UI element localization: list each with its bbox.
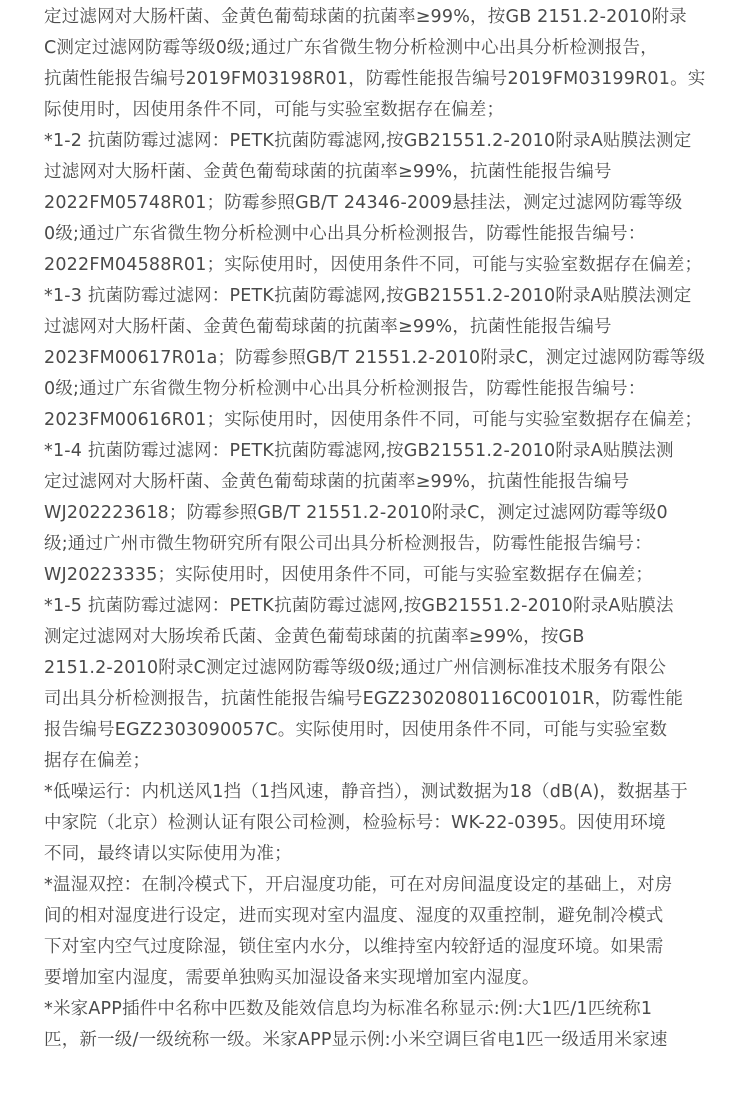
text-line: 2022FM04588R01；实际使用时，因使用条件不同，可能与实验室数据存在偏差； (44, 255, 703, 275)
text-line: 司出具分析检测报告，抗菌性能报告编号EGZ2302080116C00101R，防霉性能 (44, 689, 684, 709)
text-line: *温湿双控：在制冷模式下，开启湿度功能，可在对房间温度设定的基础上，对房 (44, 875, 673, 895)
text-line: 2023FM00616R01；实际使用时，因使用条件不同，可能与实验室数据存在偏差； (44, 410, 703, 430)
text-line: *1-3 抗菌防霉过滤网：PETK抗菌防霉滤网,按GB21551.2-2010附录A贴膜法测定 (44, 286, 692, 306)
text-line: 间的相对湿度进行设定，进而实现对室内温度、湿度的双重控制，避免制冷模式 (44, 906, 664, 926)
text-line: 2022FM05748R01；防霉参照GB/T 24346-2009悬挂法，测定过滤网防霉等级 (44, 193, 683, 213)
text-line: 过滤网对大肠杆菌、金黄色葡萄球菌的抗菌率≥99%，抗菌性能报告编号 (44, 162, 612, 182)
text-line: 测定过滤网对大肠埃希氏菌、金黄色葡萄球菌的抗菌率≥99%，按GB (44, 627, 585, 647)
text-line: 级;通过广州市微生物研究所有限公司出具分析检测报告，防霉性能报告编号： (44, 534, 652, 554)
text-line: 过滤网对大肠杆菌、金黄色葡萄球菌的抗菌率≥99%，抗菌性能报告编号 (44, 317, 612, 337)
text-line: 定过滤网对大肠杆菌、金黄色葡萄球菌的抗菌率≥99%，抗菌性能报告编号 (44, 472, 630, 492)
text-line: 不同，最终请以实际使用为准； (44, 844, 292, 864)
text-line: 2023FM00617R01a；防霉参照GB/T 21551.2-2010附录C，测定过滤网防霉等级 (44, 348, 706, 368)
text-line: WJ20223335；实际使用时，因使用条件不同，可能与实验室数据存在偏差； (44, 565, 654, 585)
text-line: *1-5 抗菌防霉过滤网：PETK抗菌防霉过滤网,按GB21551.2-2010附录A贴膜法 (44, 596, 674, 616)
text-line: 中家院（北京）检测认证有限公司检测，检验标号：WK-22-0395。因使用环境 (44, 813, 666, 833)
text-line: WJ202223618；防霉参照GB/T 21551.2-2010附录C，测定过滤网防霉等级0 (44, 503, 668, 523)
text-line: 报告编号EGZ2303090057C。实际使用时，因使用条件不同，可能与实验室数 (44, 720, 668, 740)
text-line: 0级;通过广东省微生物分析检测中心出具分析检测报告，防霉性能报告编号： (44, 379, 646, 399)
text-line: *1-2 抗菌防霉过滤网：PETK抗菌防霉滤网,按GB21551.2-2010附录A贴膜法测定 (44, 131, 692, 151)
text-line: 2151.2-2010附录C测定过滤网防霉等级0级;通过广州信测标准技术服务有限公 (44, 658, 667, 678)
text-line: 据存在偏差； (44, 751, 151, 771)
text-line: 0级;通过广东省微生物分析检测中心出具分析检测报告，防霉性能报告编号： (44, 224, 646, 244)
text-line: 下对室内空气过度除湿，锁住室内水分，以维持室内较舒适的湿度环境。如果需 (44, 937, 664, 957)
text-line: 定过滤网对大肠杆菌、金黄色葡萄球菌的抗菌率≥99%，按GB 2151.2-2010附录 (44, 7, 687, 27)
text-line: 抗菌性能报告编号2019FM03198R01，防霉性能报告编号2019FM03199R01。实 (44, 69, 706, 89)
text-line: 际使用时，因使用条件不同，可能与实验室数据存在偏差； (44, 100, 505, 120)
text-line: 要增加室内湿度，需要单独购买加湿设备来实现增加室内湿度。 (44, 968, 540, 988)
disclaimer-text-block (44, 2, 744, 1056)
text-line: C测定过滤网防霉等级0级;通过广东省微生物分析检测中心出具分析检测报告， (44, 38, 658, 58)
text-line: *低噪运行：内机送风1挡（1挡风速，静音挡），测试数据为18（dB(A)，数据基于 (44, 782, 688, 802)
text-line: *1-4 抗菌防霉过滤网：PETK抗菌防霉滤网,按GB21551.2-2010附录A贴膜法测 (44, 441, 674, 461)
text-line: 匹，新一级/一级统称一级。米家APP显示例:小米空调巨省电1匹一级适用米家速 (44, 1030, 668, 1050)
text-line: *米家APP插件中名称中匹数及能效信息均为标准名称显示:例:大1匹/1匹统称1 (44, 999, 653, 1019)
